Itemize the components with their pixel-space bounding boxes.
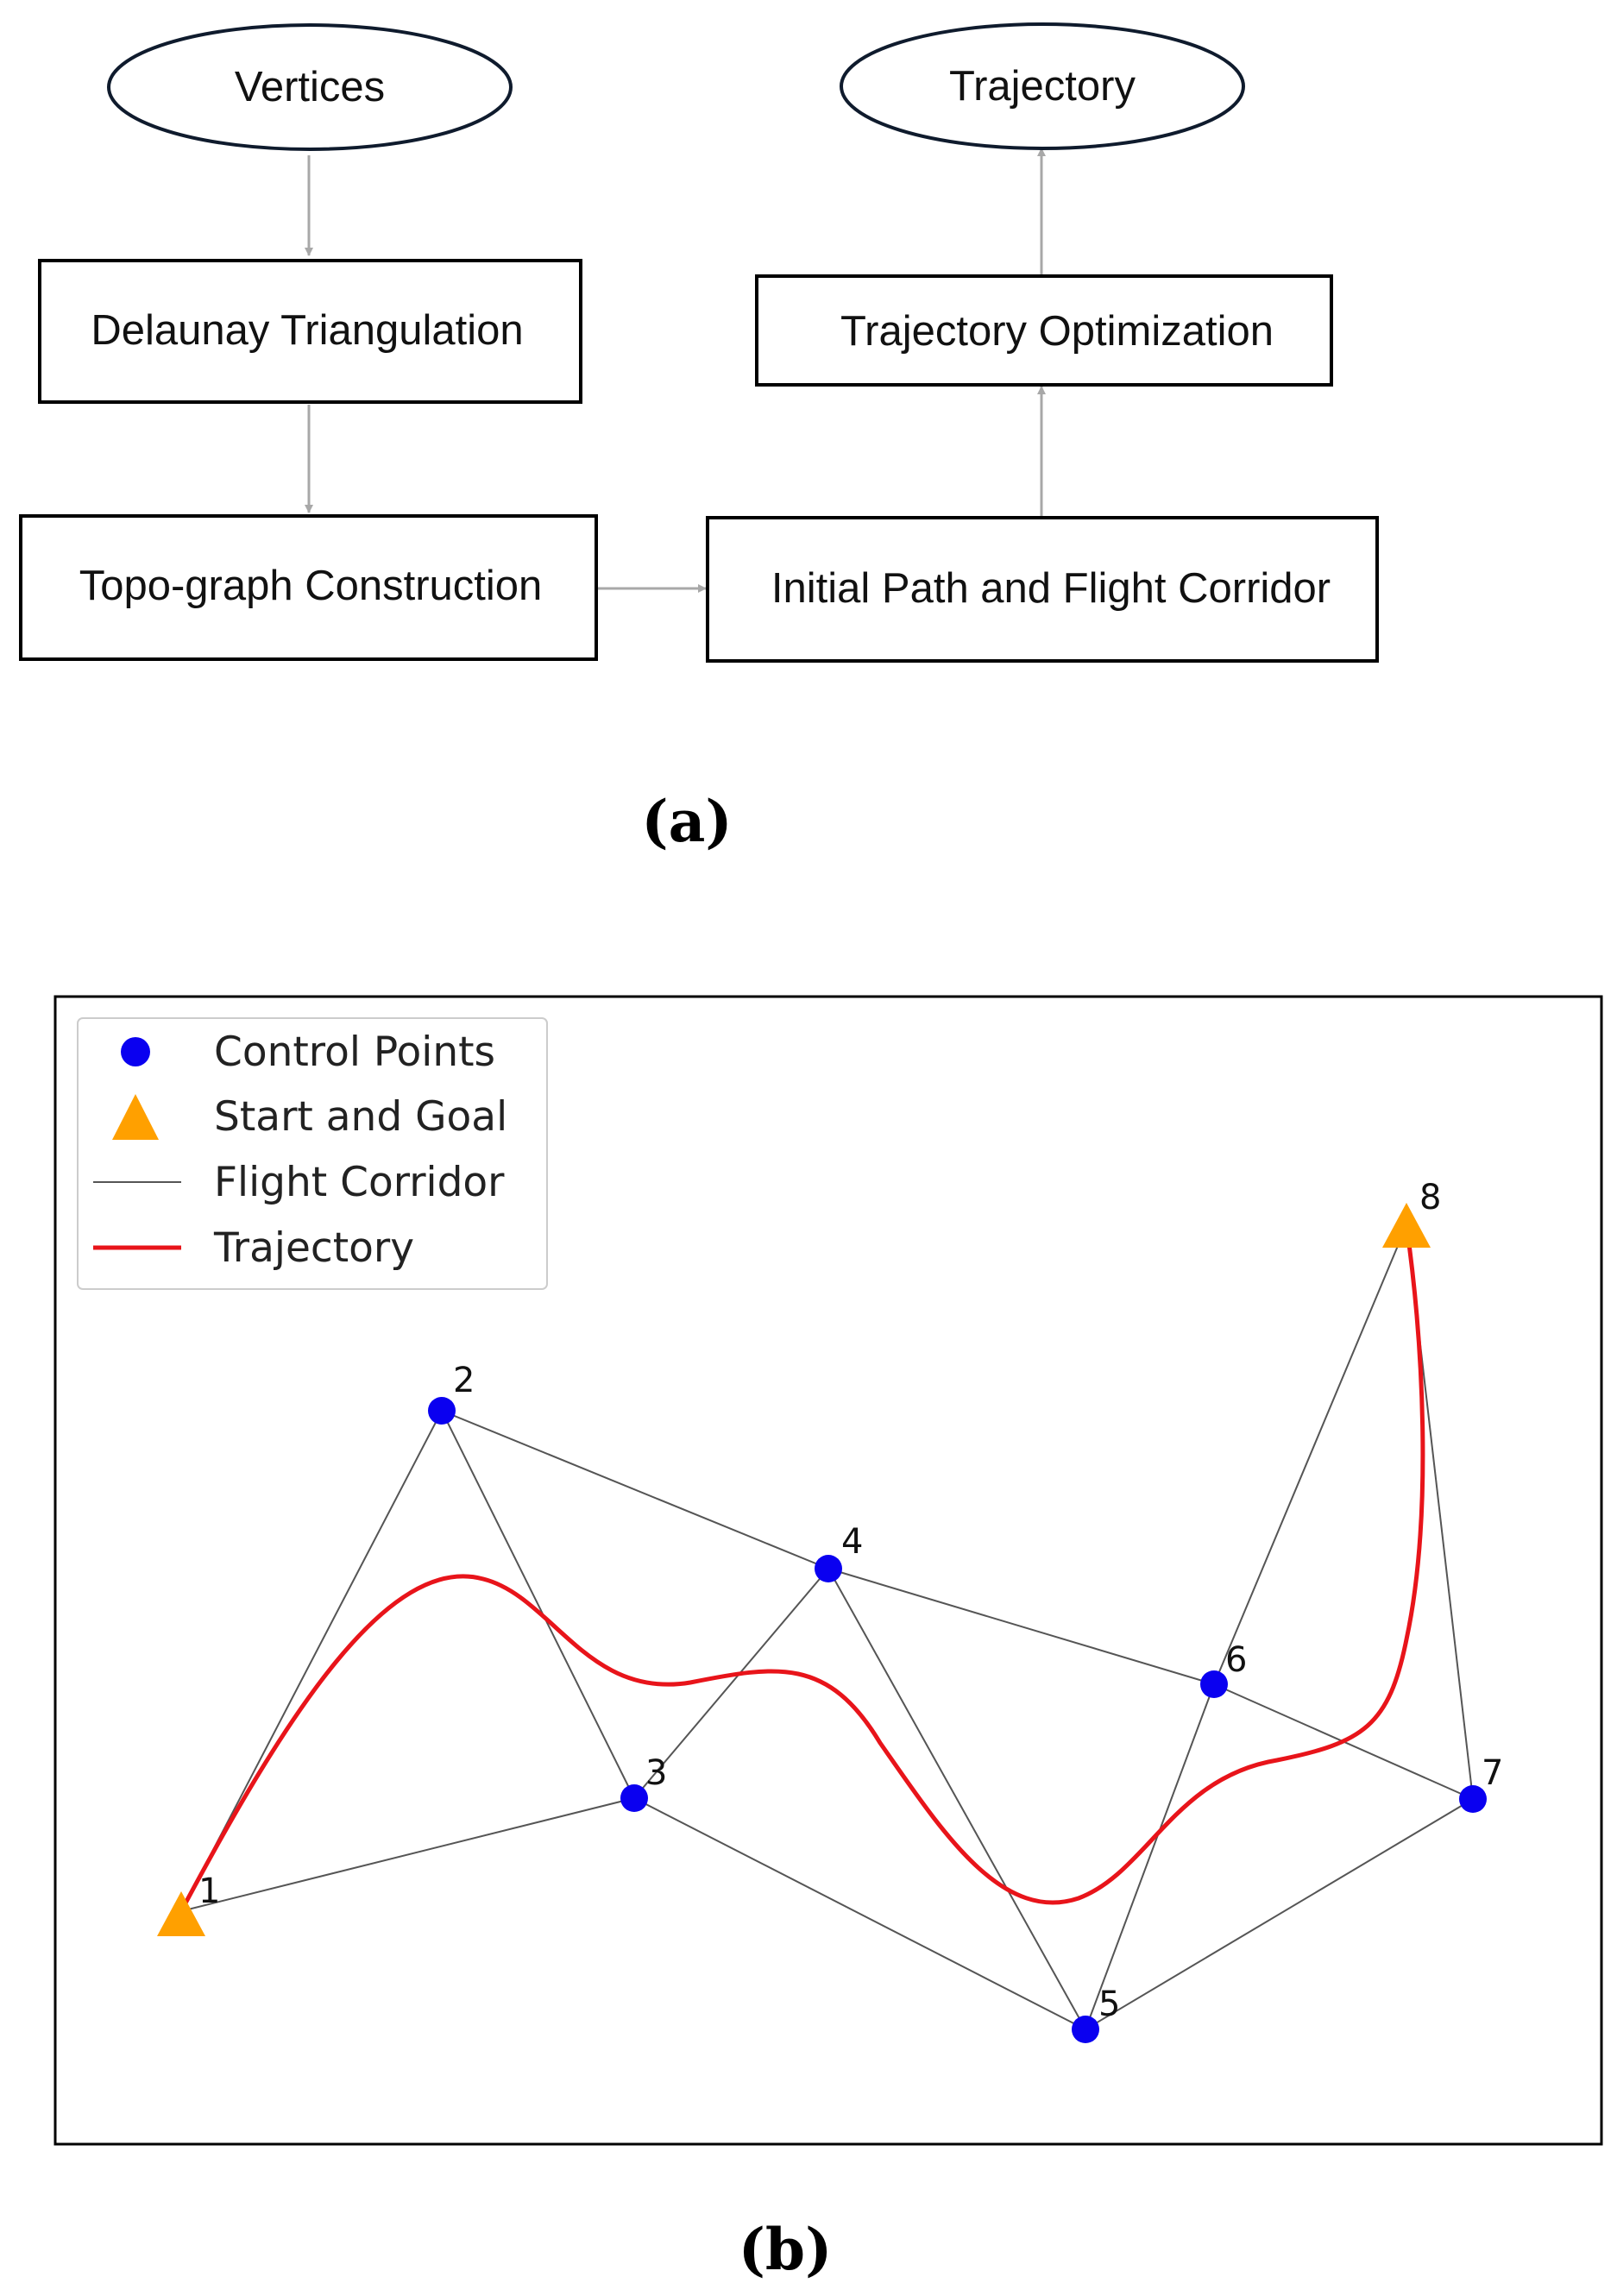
control-point-4 bbox=[815, 1555, 842, 1582]
point-label-6: 6 bbox=[1225, 1640, 1248, 1680]
control-point-2 bbox=[428, 1397, 456, 1425]
legend-corridor-label: Flight Corridor bbox=[214, 1159, 505, 1206]
legend-trajectory-label: Trajectory bbox=[214, 1224, 415, 1272]
flowchart bbox=[21, 24, 1377, 855]
point-label-3: 3 bbox=[645, 1753, 668, 1793]
caption-b: (b) bbox=[738, 2216, 833, 2283]
node-vertices-label: Vertices bbox=[234, 64, 386, 110]
legend-start-goal-label: Start and Goal bbox=[214, 1093, 508, 1141]
node-initial-path bbox=[708, 518, 1377, 661]
caption-a: (a) bbox=[641, 788, 733, 855]
point-label-5: 5 bbox=[1098, 1985, 1121, 2024]
legend-control-point-marker bbox=[121, 1037, 150, 1066]
node-trajectory-optimization bbox=[757, 276, 1331, 385]
control-point-5 bbox=[1072, 2016, 1099, 2043]
legend bbox=[78, 1018, 547, 1289]
node-initial-path-label: Initial Path and Flight Corridor bbox=[771, 565, 1331, 612]
corridor-plot bbox=[55, 997, 1601, 2283]
node-trajectory-label: Trajectory bbox=[948, 63, 1136, 110]
node-delaunay-triangulation bbox=[40, 261, 581, 402]
node-traj-opt-label: Trajectory Optimization bbox=[840, 308, 1274, 355]
point-label-8: 8 bbox=[1419, 1178, 1442, 1217]
control-point-6 bbox=[1200, 1670, 1228, 1698]
point-label-1: 1 bbox=[198, 1871, 221, 1911]
legend-control-points-label: Control Points bbox=[214, 1028, 496, 1076]
point-label-4: 4 bbox=[841, 1522, 864, 1562]
node-trajectory bbox=[841, 24, 1243, 148]
node-vertices bbox=[109, 25, 511, 149]
control-point-3 bbox=[620, 1784, 648, 1812]
point-label-7: 7 bbox=[1482, 1753, 1504, 1793]
node-delaunay-label: Delaunay Triangulation bbox=[91, 307, 524, 354]
point-label-2: 2 bbox=[453, 1361, 475, 1400]
node-topograph-label: Topo-graph Construction bbox=[79, 563, 543, 609]
node-topograph-construction bbox=[21, 516, 596, 659]
